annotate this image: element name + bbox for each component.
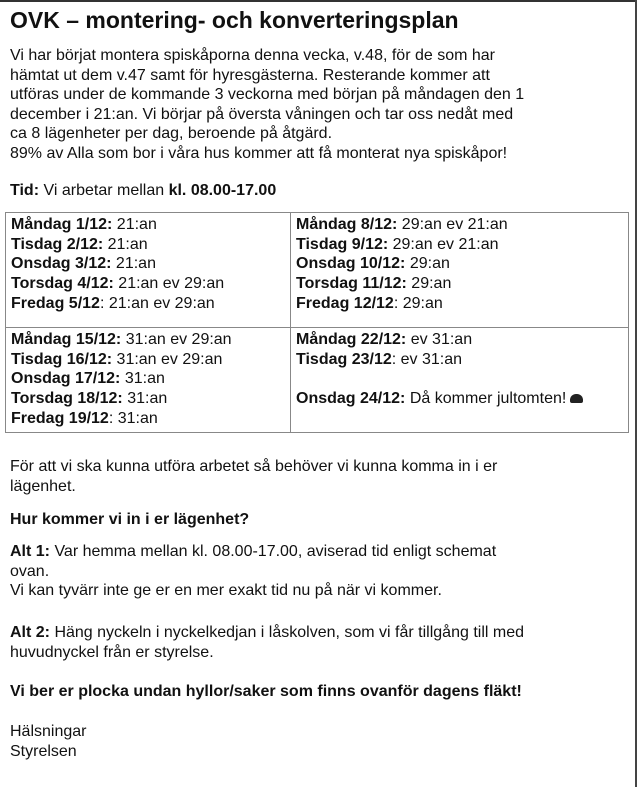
greeting: Hälsningar (10, 723, 87, 740)
schedule-entry (11, 409, 285, 429)
schedule-entry (296, 215, 623, 235)
schedule-entry (11, 369, 285, 389)
schedule-entry (296, 235, 623, 255)
schedule-day: Tisdag 9/12: (296, 235, 389, 253)
schedule-entry (11, 330, 285, 350)
top-border (0, 0, 637, 2)
schedule-day: Onsdag 10/12: (296, 255, 406, 273)
schedule-day: Måndag 15/12: (11, 331, 122, 348)
alt1-label: Alt 1: (10, 543, 50, 560)
intro-line: 89% av Alla som bor i våra hus kommer att få monterat nya spiskåpor! (10, 144, 508, 162)
schedule-building: ev 31:an (406, 331, 473, 348)
schedule-building: 29:an ev 21:an (397, 216, 508, 233)
closing (10, 722, 86, 761)
schedule-entry (11, 350, 285, 370)
alt2-line: Häng nyckeln i nyckelkedjan i låskolven, som vi får tillgång till med (50, 624, 524, 641)
schedule-day: Måndag 1/12: (11, 216, 113, 233)
schedule-day: Tisdag 16/12: (11, 350, 113, 368)
schedule-entry (11, 254, 285, 274)
tid-time: kl. 08.00-17.00 (168, 182, 277, 199)
schedule-day: Onsdag 3/12: (11, 255, 112, 273)
schedule-entry (296, 350, 623, 370)
tid-text: Vi arbetar mellan (39, 182, 169, 199)
schedule-entry (11, 215, 285, 235)
schedule-day: Torsdag 18/12: (11, 390, 123, 408)
intro-line: hämtat ut dem v.47 samt för hyresgästerna. Resterande kommer att (10, 66, 490, 84)
schedule-building: 29:an (405, 255, 450, 273)
schedule-building: 29:an (406, 275, 452, 293)
schedule-day: Onsdag 17/12: (11, 370, 121, 388)
week-52-cell (291, 328, 629, 433)
santa-hat-icon (570, 394, 583, 403)
schedule-day: Fredag 19/12 (11, 409, 109, 427)
access-line: lägenhet. (10, 477, 76, 495)
schedule-entry (296, 254, 623, 274)
intro-line: Vi har börjat montera spiskåporna denna vecka, v.48, för de som har (10, 47, 496, 64)
schedule-building: 21:an ev 29:an (113, 275, 225, 293)
schedule-day: Onsdag 24/12: (296, 390, 406, 408)
intro-paragraph (10, 46, 524, 163)
alt2-paragraph (10, 623, 524, 662)
access-paragraph (10, 457, 497, 496)
schedule-entry (296, 330, 623, 350)
schedule-entry (296, 274, 623, 294)
intro-line: utföras under de kommande 3 veckorna med början på måndagen den 1 (10, 86, 525, 103)
schedule-building: 31:an ev 29:an (121, 331, 232, 348)
tid-label: Tid: (10, 182, 40, 199)
schedule-entry (296, 294, 623, 314)
week-49-cell (6, 213, 291, 328)
schedule-day: Fredag 12/12 (296, 294, 394, 312)
signature: Styrelsen (10, 742, 77, 760)
schedule-entry (11, 294, 285, 314)
page-title: OVK – montering- och konverteringsplan (10, 7, 459, 33)
week-51-cell (6, 328, 291, 433)
schedule-building: 31:an (120, 370, 165, 388)
schedule-building: : 29:an (393, 294, 443, 312)
intro-line: december i 21:an. Vi börjar på översta våningen och tar oss nedåt med (10, 105, 514, 123)
spacer (296, 369, 623, 389)
schedule-building: 21:an (112, 216, 157, 233)
access-line: För att vi ska kunna utföra arbetet så behöver vi kunna komma in i er (10, 458, 498, 475)
schedule-table (5, 212, 629, 433)
schedule-entry (296, 389, 623, 409)
schedule-building: 31:an (122, 390, 168, 408)
alt2-label: Alt 2: (10, 624, 50, 641)
schedule-day: Tisdag 23/12 (296, 350, 392, 368)
intro-line: ca 8 lägenheter per dag, beroende på åtgärd. (10, 125, 333, 142)
schedule-building: 21:an (103, 235, 148, 253)
schedule-entry (11, 235, 285, 255)
question-heading: Hur kommer vi in i er lägenhet? (10, 511, 250, 528)
alt1-line: Var hemma mellan kl. 08.00-17.00, aviserad tid enligt schemat (50, 543, 497, 560)
alt1-line: ovan. (10, 562, 50, 580)
work-hours (10, 181, 276, 201)
schedule-building: : 31:an (108, 409, 158, 427)
schedule-day: Torsdag 4/12: (11, 275, 114, 293)
schedule-building: 29:an ev 21:an (388, 235, 499, 253)
schedule-building: : ev 31:an (391, 350, 463, 368)
schedule-day: Tisdag 2/12: (11, 235, 104, 253)
schedule-entry (11, 389, 285, 409)
schedule-building: 31:an ev 29:an (112, 350, 223, 368)
schedule-entry (11, 274, 285, 294)
schedule-building: 21:an (111, 255, 156, 273)
alt1-line: Vi kan tyvärr inte ge er en mer exakt tid nu på när vi kommer. (10, 582, 442, 599)
alt2-line: huvudnyckel från er styrelse. (10, 643, 214, 661)
schedule-building: : 21:an ev 29:an (99, 294, 215, 312)
schedule-day: Fredag 5/12 (11, 294, 100, 312)
week-50-cell (291, 213, 629, 328)
schedule-day: Måndag 22/12: (296, 331, 407, 348)
schedule-building: Då kommer jultomten! (405, 390, 567, 408)
alt1-paragraph (10, 542, 496, 601)
schedule-day: Måndag 8/12: (296, 216, 398, 233)
request-note: Vi ber er plocka undan hyllor/saker som finns ovanför dagens fläkt! (10, 683, 522, 700)
schedule-day: Torsdag 11/12: (296, 275, 407, 293)
